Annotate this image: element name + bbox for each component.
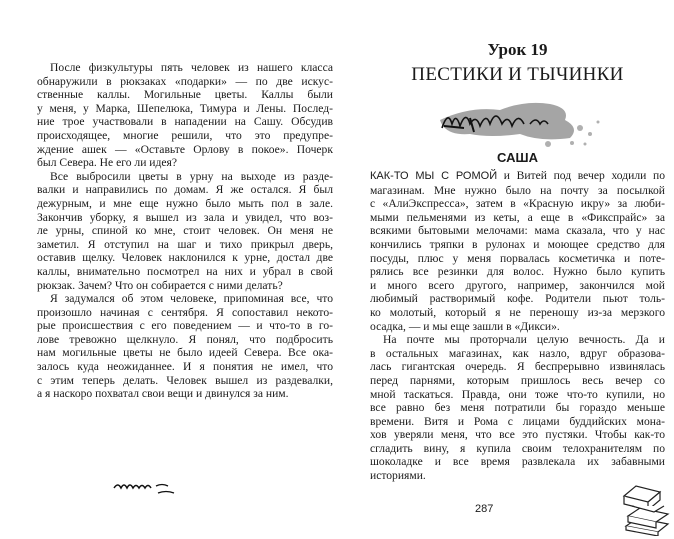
left-page-text	[37, 61, 333, 401]
text-line	[370, 252, 665, 266]
text-line	[370, 292, 665, 306]
line-text: времени. Витя и Рома с лицами буддийских мона-	[370, 414, 665, 428]
text-line	[370, 333, 665, 347]
text-line	[37, 292, 333, 306]
line-text: с этим теперь делать. Человек вышел из раздевалки,	[37, 373, 333, 387]
text-line	[37, 333, 333, 347]
text-line	[37, 61, 333, 75]
line-text: Все выбросили цветы в урну на выходе из разде-	[50, 169, 333, 183]
text-line	[37, 251, 333, 265]
line-text: все равно без меня потратили бы гораздо меньше	[370, 401, 665, 415]
text-line	[37, 279, 333, 293]
text-line	[370, 279, 665, 293]
line-text: мной таскаться. Правда, они тоже что-то купили, но	[370, 387, 665, 401]
line-text: произошло начиная с сентября. Я сопоставил некото-	[37, 305, 333, 319]
line-text: залось куда неожиданнее. И я понятия не имел, что	[37, 360, 333, 374]
text-line	[370, 320, 665, 334]
line-text: был Севера. Не его ли идея?	[37, 156, 178, 170]
text-line	[37, 75, 333, 89]
text-line	[370, 360, 665, 374]
narrator-heading: САША	[497, 150, 538, 165]
text-line	[370, 401, 665, 415]
text-line	[370, 184, 665, 198]
line-text: лась гигантская очередь. Я беспрерывно извинялась	[370, 360, 665, 374]
chapter-title: ПЕСТИКИ И ТЫЧИНКИ	[411, 64, 624, 85]
line-text: рюкзак. Зачем? Что он собирается с ними делать?	[37, 278, 283, 292]
line-text: историями.	[370, 469, 426, 483]
line-text: каллы, внимательно посмотрел на них и убрал в свой	[37, 264, 333, 278]
text-line	[370, 306, 665, 320]
line-text: дежурным, и мне еще нужно было мыть пол в зале.	[37, 196, 333, 210]
right-page-text	[370, 169, 665, 483]
line-text: у меня, у Марка, Шепелюка, Тимура и Лены. Послед-	[37, 101, 333, 115]
line-text: любимый растворимый кофе. Родители пьют толь-	[370, 292, 665, 306]
text-line	[370, 415, 665, 429]
line-text: в остальных магазинах, как назло, вдруг образова-	[370, 346, 665, 360]
text-line	[370, 455, 665, 469]
text-line	[37, 88, 333, 102]
text-line	[370, 347, 665, 361]
text-line	[370, 428, 665, 442]
line-text: ждение ашек — «Оставьте Орлову в покое». Почерк	[37, 142, 333, 156]
text-line	[370, 211, 665, 225]
line-text: лове тревожно щелкнуло. Я понял, что подбросить	[37, 332, 333, 346]
text-line	[37, 211, 333, 225]
text-line	[37, 115, 333, 129]
line-text: осадка, — и мы еще зашли в «Дикси».	[370, 319, 560, 333]
line-text: На почте мы проторчали целую вечность. Да и	[383, 333, 665, 347]
line-text: Закончив уборку, я вышел из зала и увидел, что воз-	[37, 210, 333, 224]
text-line	[370, 374, 665, 388]
line-text: сгладить вину, я купила своим телохранителям по	[370, 441, 665, 455]
text-line	[37, 306, 333, 320]
text-line	[370, 388, 665, 402]
line-text: мыми пельменями из кеты, а еще в «Фикспрайс» за	[370, 210, 665, 224]
text-line	[37, 183, 333, 197]
line-text: валки и направились по домам. Я же остался. Я был	[37, 183, 333, 197]
line-text: шоколадке и все время развлекала их забавными	[370, 455, 665, 469]
line-text: ственные каллы. Могильные цветы. Каллы были	[37, 88, 333, 102]
line-text: с «АлиЭкспресса», затем в «Красную икру» за люби-	[370, 197, 665, 211]
line-text: магазинам. Мне нужно было на почту за посылкой	[370, 183, 665, 197]
line-text: оставив щелку. Человек наклонился к урне, достал две	[37, 251, 333, 265]
page-number: 287	[475, 503, 494, 515]
books-stack-icon	[618, 482, 672, 536]
line-text: рялись все резинки для волос. Нужно было купить	[370, 265, 665, 279]
text-line	[370, 238, 665, 252]
line-text: всякими бытовыми мелочами: мама сказала, что у нас	[370, 224, 665, 238]
text-line	[370, 265, 665, 279]
text-line	[37, 238, 333, 252]
line-text: хов уверяли меня, что все это пустяки. Чтобы как-то	[370, 428, 665, 442]
line-text: происходящее, многие решили, что это предупре-	[37, 128, 333, 142]
text-line	[37, 374, 333, 388]
line-text: рые происшествия с его поведением — и что-то в го-	[37, 319, 333, 333]
line-text: и Витей под вечер ходили по	[497, 169, 666, 182]
text-line	[37, 143, 333, 157]
line-text: заметил. Я отступил на шаг и тихо прикрыл дверь,	[37, 237, 333, 251]
line-text: ле урны, спиной ко мне, стоит человек. Он меня не	[37, 224, 333, 238]
text-line	[370, 442, 665, 456]
line-text: кончились тряпки в рулонах и моющее средство для	[370, 237, 665, 251]
section-end-squiggle-icon	[112, 480, 182, 498]
line-text: посуды, плюс у меня порвалась косметичка и поте-	[370, 251, 665, 265]
text-line	[370, 469, 665, 483]
text-line	[37, 360, 333, 374]
text-line	[37, 102, 333, 116]
line-text: Я задумался об этом человеке, припоминая все, что	[50, 292, 333, 306]
text-line	[37, 170, 333, 184]
text-line	[37, 197, 333, 211]
text-line	[37, 129, 333, 143]
line-text: ко молотый, который я не переношу из-за мерзкого	[370, 305, 665, 319]
line-text: а я наскоро похватал свои вещи и двинулся за ним.	[37, 387, 289, 401]
text-line	[37, 156, 333, 170]
text-line	[370, 224, 665, 238]
text-line	[370, 169, 665, 184]
line-text: нам могильные цветы не было идеей Севера. Все ока-	[37, 346, 333, 360]
text-line	[37, 319, 333, 333]
line-text: После физкультуры пять человек из нашего класса	[50, 61, 333, 74]
text-line	[37, 387, 333, 401]
text-line	[37, 265, 333, 279]
signature-ink-splash-illustration	[430, 98, 610, 150]
text-line	[37, 346, 333, 360]
text-line	[37, 224, 333, 238]
text-line	[370, 197, 665, 211]
line-text: обнаружили в рюкзаках «подарки» — по две искус-	[37, 74, 333, 88]
lesson-number: Урок 19	[487, 40, 548, 59]
line-text: ние трое участвовали в нападении на Сашу. Обсудив	[37, 115, 333, 129]
lead-in-caps: КАК-ТО МЫ С РОМОЙ	[370, 170, 498, 182]
line-text: и много всего другого, например, закончился мой	[370, 278, 665, 292]
line-text: перед парнями, которым пришлось весь вечер со	[370, 373, 665, 387]
